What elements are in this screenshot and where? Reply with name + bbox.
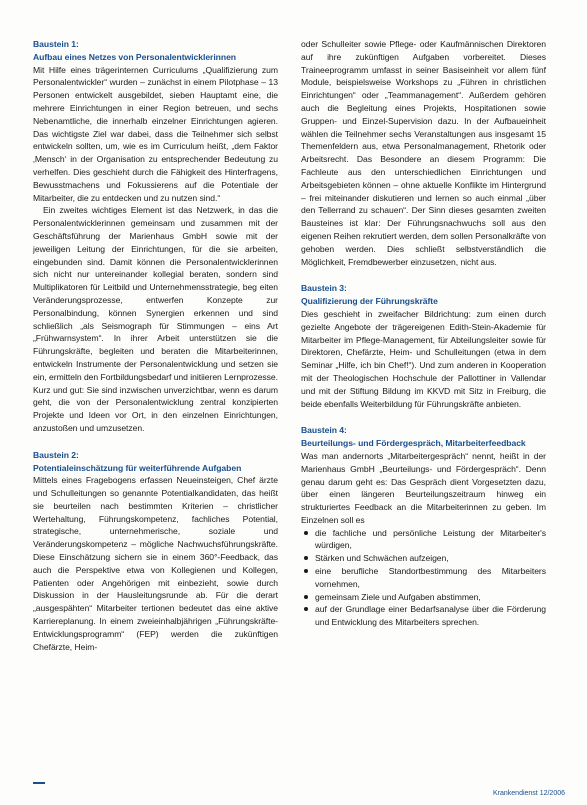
section-baustein-2 (33, 449, 278, 654)
paragraph: Dies geschieht in zweifacher Bildrichtung: zum einen durch gezielte Angebote der trägereigenen Edith-Stein-Akademie für Mitarbeiter im Pflege-Management, für Abteilungsleiter sowie für Direktoren, Chefärzte, Heim- und Schulleitungen (etwa in dem Seminar „Hilfe, ich bin Chef!“). Und zum anderen in Kooperation mit der Theologischen Hochschule der Pallottiner in Vallendar und mit der Stiftung Bildung im KKVD mit Sitz in Freiburg, die beide ebenfalls Weiterbildung für Führungskräfte anbieten. (301, 308, 546, 409)
section-baustein-1 (33, 38, 278, 435)
bullet-item: gemeinsam Ziele und Aufgaben abstimmen, (301, 591, 546, 604)
section-baustein-3 (301, 282, 546, 410)
section-label: Baustein 4: (301, 425, 347, 436)
section-label: Baustein 1: (33, 39, 79, 49)
paragraph: Ein zweites wichtiges Element ist das Netzwerk, in das die Personalentwicklerinnen gemeinsam und zusammen mit der Geschäftsführung der Marienhaus GmbH sowie mit der jeweiligen Leitung der Einrichtungen, für die sie arbeiten, eingebunden sind. Damit können die Personalentwicklerinnen sich nicht nur untereinander kollegial beraten, sondern sind Multiplikatoren für Leitbild und Unternehmensstrategie, beg eiten Veränderungsprozesse, entwerfen Konzepte zur Personalbindung, können Synergien erkennen und sind schließlich „als Seismograph für Stimmungen – eins Art „Frühwarnsystem“. In ihrer Arbeit unterstützen sie die Führungskräfte, begleiten und beraten die Mitarbeiterinnen, entwickeln Instrumente der Personalentwicklung und setzen sie ein, ermitteln den Fortbildungsbedarf und initiieren Lernprozesse. Kurz und gut: Sie sind inzwischen unverzichtbar, wenn es darum geht, die von der Personalentwicklung zentral konzipierten Projekte und Ideen vor Ort, in den einzelnen Einrichtungen, anzustoßen und umzusetzen. (33, 205, 278, 433)
section-label: Baustein 3: (301, 283, 347, 294)
section-title: Potentialeinschätzung für weiterführende Aufgaben (33, 462, 242, 473)
section-title: Aufbau eines Netzes von Personalentwicklerinnen (33, 51, 237, 62)
paragraph: Mit Hilfe eines trägerinternen Curriculums „Qualifizierung zum Personalentwickler“ wurden – zunächst in einem Pilotphase – 13 Personen entwickelt ausgebildet, sieben Hauptamt eine, die mehrere Einrichtungen in einer Region betreuen, und sechs Nebenamtliche, die innerhalb einzelner Einrichtungen agieren. Das wichtigste Ziel war dabei, dass die Teilnehmer sich selbst entwickeln sollten, um, wie es im Curriculum heißt, „dem Faktor ‚Mensch‘ in der Organisation zu entsprechender Bedeutung zu verhelfen. Dies geschieht durch die Fähigkeit des Hinterfragens, Bewusstmachens und Fokussierens auf die Potentiale der Mitarbeiter, die zu entdecken und zu nutzen sind.“ (33, 64, 278, 203)
left-column (33, 38, 278, 667)
section-title: Beurteilungs- und Fördergespräch, Mitarbeiterfeedback (301, 438, 526, 449)
paragraph: oder Schulleiter sowie Pflege- oder Kaufmännischen Direktoren auf ihre zukünftigen Aufgaben vorbereitet. Dieses Traineeprogramm umfasst in seiner Basiseinheit vor allem fünf Module, beispielsweise Workshops zu „Führen in christlichen Einrichtungen“ oder „Teammanagement“. Außerdem gehören auch die Begleitung eines Projekts, Hospitationen sowie Gruppen- und Einzel-Supervision dazu. In der Aufbaueinheit wählen die Teilnehmer sechs Veranstaltungen aus insgesamt 15 Themenfeldern aus, etwa Personalmanagement, Rhetorik oder Arbeitsrecht. Das Besondere an diesem Programm: Die Fachleute aus den unterschiedlichen Einrichtungen und Arbeitsgebieten können – ohne aktuelle Konflikte im Hintergrund – frei miteinander diskutieren und lernen so auch einmal „über den Tellerrand zu schauen“. Der Sinn dieses gesamten zweiten Bausteines ist klar: Der Führungsnachwuchs soll aus den eigenen Reihen rekrutiert werden, dem sollen Personalkräfte von gehoben werden. Dies schließt selbstverständlich die Möglichkeit, Fremdbewerber einzusetzen, nicht aus. (301, 39, 546, 267)
bullet-list (301, 527, 546, 629)
footer-divider (33, 782, 45, 784)
paragraph: Mittels eines Fragebogens erfassen Neueinsteigen, Chef ärzte und Schulleitungen so genannte Potentialkandidaten, das heißt sie beurteilen nach bestimmten Kriterien – christlicher Wertehaltung, Führungskompetenz, fachliches Potential, strategische, unternehmerische, soziale und Veränderungskompetenz – mögliche Nachwuchsführungskräfte. Diese Einschätzung sichern sie in einem 360°-Feedback, das auch die Perspektive etwa von Kollegienen und Kollegen, Patienten oder Angehörigen mit einbezieht, sowie durch Diskussion in der Hausleitungsrunde ab. Für die derart „ausgespähten“ Mitarbeiter tertionen bedeutet das eine aktive Karriereplanung. In einem zweieinhalbjährigen „Führungskräfte-Entwicklungsprogramm“ (FEP) werden die zukünftigen Chefärzte, Heim- (33, 475, 278, 652)
section-label: Baustein 2: (33, 449, 79, 460)
bullet-item: die fachliche und persönliche Leistung der Mitarbeiter's würdigen, (301, 527, 546, 553)
bullet-item: Stärken und Schwächen aufzeigen, (301, 552, 546, 565)
section-baustein-4 (301, 424, 546, 629)
section-title: Qualifizierung der Führungskräfte (301, 296, 438, 307)
bullet-item: auf der Grundlage einer Bedarfsanalyse über die Förderung und Entwicklung des Mitarbeiters sprechen. (301, 603, 546, 629)
page-footer-label: Krankendienst 12/2006 (493, 790, 565, 797)
paragraph: Was man andernorts „Mitarbeitergespräch“ nennt, heißt in der Marienhaus GmbH „Beurteilungs- und Fördergespräch“. Denn genau darum geht es: Das Gespräch dient Vorgesetzten dazu, über einen längeren Beurteilungszeitraum hinweg ein strukturiertes Feedback an die Mitarbeiterinnen zu geben. Im Einzelnen soll es (301, 450, 546, 525)
section-baustein-2-continued (301, 38, 546, 268)
bullet-item: eine berufliche Standortbestimmung des Mitarbeiters vornehmen, (301, 565, 546, 591)
right-column (301, 38, 546, 643)
